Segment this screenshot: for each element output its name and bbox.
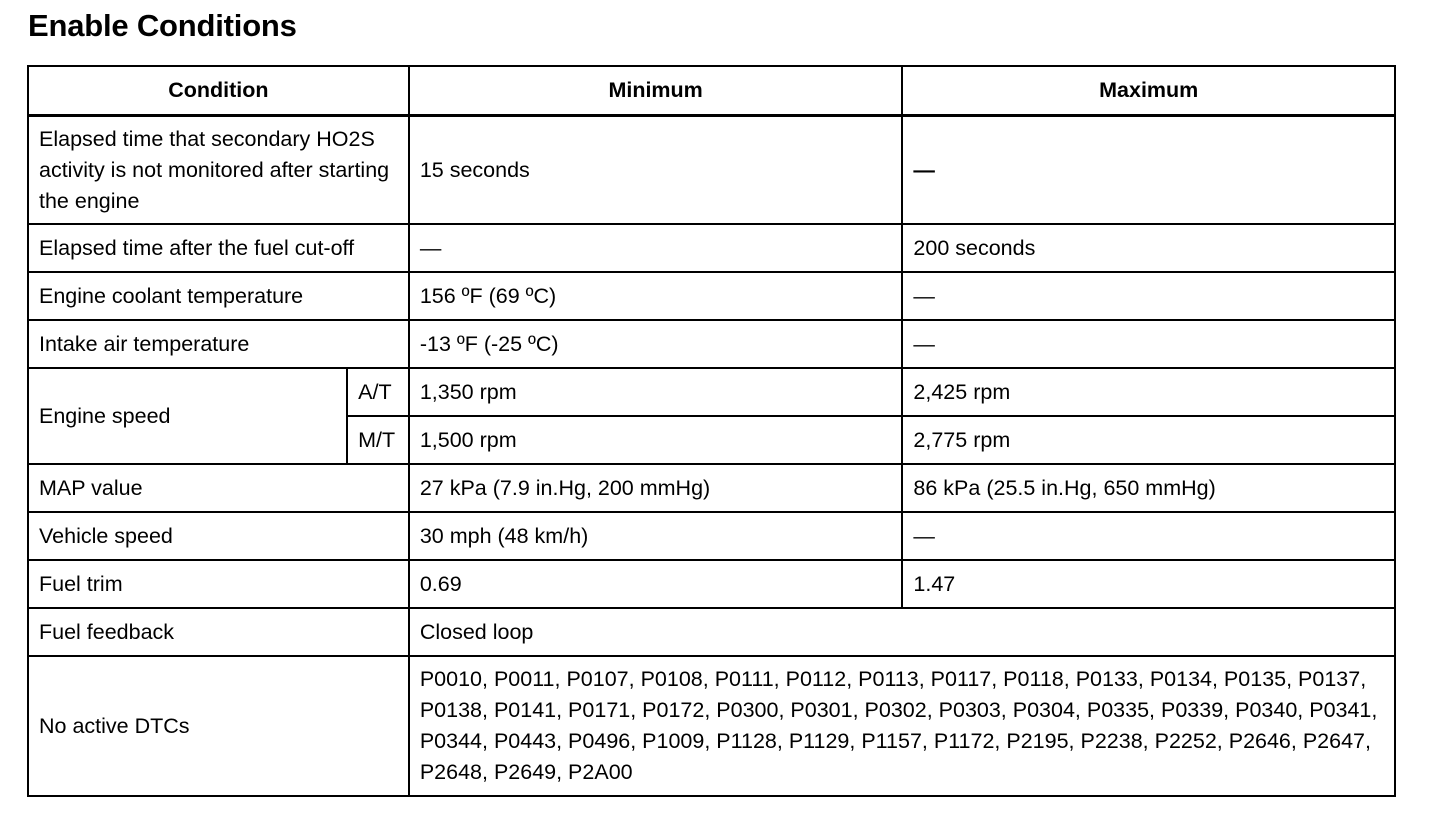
transmission-cell: M/T <box>347 416 409 464</box>
maximum-cell: 86 kPa (25.5 in.Hg, 650 mmHg) <box>902 464 1395 512</box>
maximum-cell: 2,775 rpm <box>902 416 1395 464</box>
page-title: Enable Conditions <box>28 8 297 43</box>
table-row <box>28 560 1395 608</box>
table-header-row <box>28 66 1395 116</box>
table-row <box>28 320 1395 368</box>
minimum-cell: 30 mph (48 km/h) <box>409 512 903 560</box>
minimum-cell: 1,500 rpm <box>409 416 903 464</box>
table-row-no-active-dtcs <box>28 656 1395 796</box>
table-row-fuel-feedback <box>28 608 1395 656</box>
condition-cell: No active DTCs <box>28 656 409 796</box>
table-row <box>28 512 1395 560</box>
condition-cell: MAP value <box>28 464 409 512</box>
dtc-list-cell: P0010, P0011, P0107, P0108, P0111, P0112, P0113, P0117, P0118, P0133, P0134, P0135, P0137, P0138, P0141, P0171, P0172, P0300, P0301, P0302, P0303, P0304, P0335, P0339, P0340, P0341, P0344, P0443, P0496, P1009, P1128, P1129, P1157, P1172, P2195, P2238, P2252, P2646, P2647, P2648, P2649, P2A00 <box>409 656 1395 796</box>
transmission-cell: A/T <box>347 368 409 416</box>
maximum-cell: 200 seconds <box>902 224 1395 272</box>
maximum-cell: — <box>902 116 1395 225</box>
condition-cell: Vehicle speed <box>28 512 409 560</box>
minimum-cell: 27 kPa (7.9 in.Hg, 200 mmHg) <box>409 464 903 512</box>
table-row-engine-speed-at <box>28 368 1395 416</box>
maximum-cell: 2,425 rpm <box>902 368 1395 416</box>
header-maximum: Maximum <box>902 66 1395 116</box>
table-row <box>28 464 1395 512</box>
table-row <box>28 116 1395 225</box>
condition-cell: Engine coolant temperature <box>28 272 409 320</box>
header-minimum: Minimum <box>409 66 903 116</box>
table-row <box>28 224 1395 272</box>
maximum-cell: — <box>902 320 1395 368</box>
condition-cell: Elapsed time after the fuel cut-off <box>28 224 409 272</box>
maximum-cell: 1.47 <box>902 560 1395 608</box>
condition-cell: Fuel feedback <box>28 608 409 656</box>
minimum-cell: 15 seconds <box>409 116 903 225</box>
condition-cell: Fuel trim <box>28 560 409 608</box>
minimum-cell: -13 ºF (-25 ºC) <box>409 320 903 368</box>
condition-cell: Elapsed time that secondary HO2S activity is not monitored after starting the engine <box>28 116 409 225</box>
condition-cell: Intake air temperature <box>28 320 409 368</box>
minimum-cell: 156 ºF (69 ºC) <box>409 272 903 320</box>
table-row <box>28 272 1395 320</box>
minimum-cell: 1,350 rpm <box>409 368 903 416</box>
minimum-cell: 0.69 <box>409 560 903 608</box>
maximum-cell: — <box>902 512 1395 560</box>
enable-conditions-table <box>27 65 1396 797</box>
value-cell: Closed loop <box>409 608 1395 656</box>
minimum-cell: — <box>409 224 903 272</box>
maximum-cell: — <box>902 272 1395 320</box>
header-condition: Condition <box>28 66 409 116</box>
condition-cell: Engine speed <box>28 368 347 464</box>
